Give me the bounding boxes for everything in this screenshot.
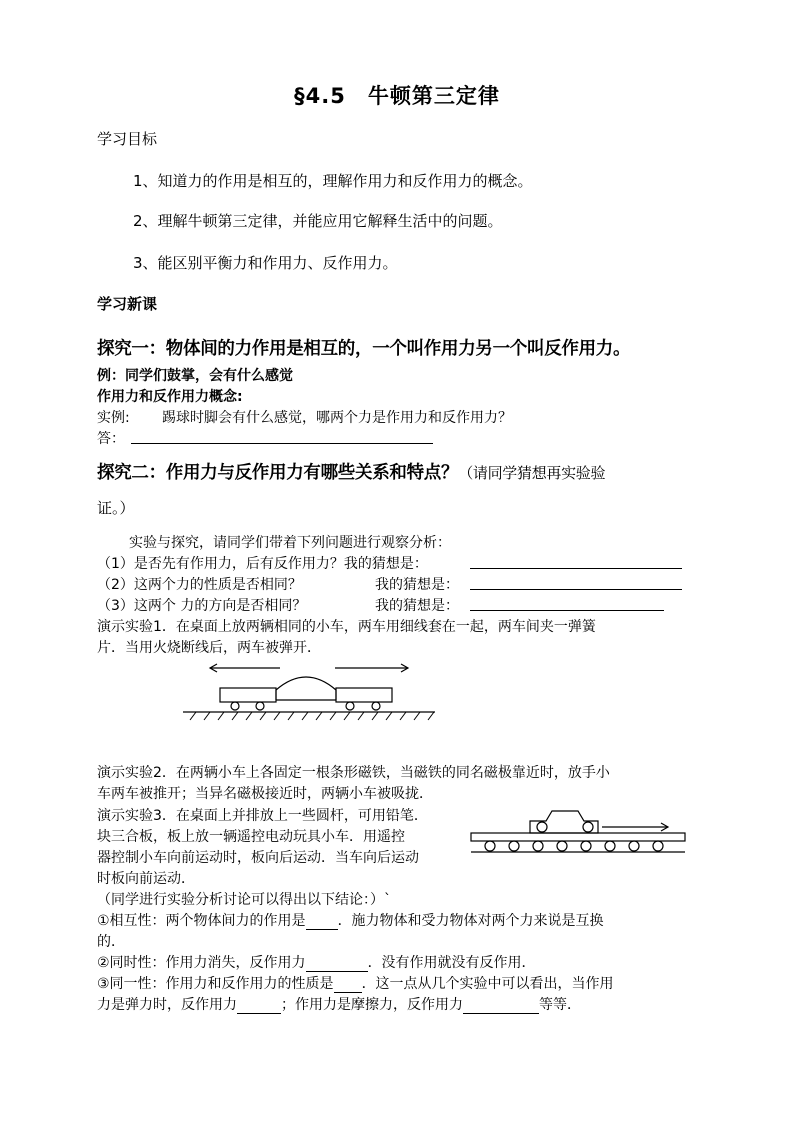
guess-blank-3[interactable] xyxy=(470,595,664,611)
demo3-line-2: 块三合板，板上放一辆遥控电动玩具小车．用遥控 xyxy=(97,829,405,845)
goal-item-3: 3、能区别平衡力和作用力、反作用力。 xyxy=(133,254,398,272)
explore1-example: 例：同学们鼓掌，会有什么感觉 xyxy=(97,368,293,384)
conclusion-3-d: ；作用力是摩擦力，反作用力 xyxy=(281,997,463,1013)
blank-friction[interactable] xyxy=(463,999,539,1014)
experiment-intro: 实验与探究，请同学们带着下列问题进行观察分析： xyxy=(129,535,451,551)
conclusion-1-b: ．施力物体和受力物体对两个力来说是互换 xyxy=(337,913,604,929)
question-2-guess: 我的猜想是： xyxy=(375,577,459,593)
goals-heading: 学习目标 xyxy=(97,130,158,148)
demo1-line-1: 演示实验1．在桌面上放两辆相同的小车，两车用细线套在一起，两车间夹一弹簧 xyxy=(97,619,596,635)
guess-blank-2[interactable] xyxy=(470,574,682,590)
conclusion-2-a: ②同时性：作用力消失，反作用力 xyxy=(97,955,306,971)
explore1-concept: 作用力和反作用力概念: xyxy=(97,389,243,405)
new-lesson-heading: 学习新课 xyxy=(97,295,158,313)
blank-simultaneous[interactable] xyxy=(306,957,368,972)
conclusion-2-b: ．没有作用就没有反作用． xyxy=(367,955,536,971)
answer-label: 答： xyxy=(97,431,125,447)
demo3-line-1: 演示实验3．在桌面上并排放上一些圆杆，可用铅笔． xyxy=(97,808,428,824)
conclusion-intro: （同学进行实验分析讨论可以得出以下结论：）` xyxy=(97,892,391,908)
conclusion-3-cont xyxy=(97,994,581,1014)
demo2-line-2: 车两车被推开；当异名磁极接近时，两辆小车被吸拢． xyxy=(97,786,433,802)
goal-item-2: 2、理解牛顿第三定律，并能应用它解释生活中的问题。 xyxy=(133,212,503,230)
explore2-heading-text: 探究二：作用力与反作用力有哪些关系和特点？ xyxy=(97,463,459,483)
blank-same-nature[interactable] xyxy=(334,978,362,993)
conclusion-1-a: ①相互性：两个物体间力的作用是 xyxy=(97,913,306,929)
demo1-line-2: 片．当用火烧断线后，两车被弹开． xyxy=(97,640,321,656)
conclusion-3-a: ③同一性：作用力和反作用力的性质是 xyxy=(97,976,334,992)
conclusion-3-c: 力是弹力时，反作用力 xyxy=(97,997,237,1013)
explore2-note: （请同学猜想再实验验 xyxy=(458,464,606,482)
conclusion-3-b: ．这一点从几个实验中可以看出，当作用 xyxy=(361,976,614,992)
explore2-heading xyxy=(97,459,605,484)
instance-label: 实例: xyxy=(97,410,130,426)
question-2: （2）这两个力的性质是否相同？ xyxy=(97,577,302,593)
conclusion-3 xyxy=(97,973,614,993)
conclusion-1-c: 的． xyxy=(97,934,125,950)
explore1-heading: 探究一：物体间的力作用是相互的，一个叫作用力另一个叫反作用力。 xyxy=(97,339,631,359)
page-title: §4.5 牛顿第三定律 xyxy=(294,84,500,108)
conclusion-2 xyxy=(97,952,536,972)
two-carts-figure xyxy=(180,660,440,730)
explore2-note-cont: 证。） xyxy=(97,499,135,517)
demo3-line-4: 时板向前运动． xyxy=(97,871,195,887)
conclusion-3-e: 等等． xyxy=(539,997,581,1013)
question-3-guess: 我的猜想是： xyxy=(375,598,459,614)
answer-blank[interactable] xyxy=(131,428,433,444)
goal-item-1: 1、知道力的作用是相互的，理解作用力和反作用力的概念。 xyxy=(133,172,533,190)
blank-elastic[interactable] xyxy=(237,999,281,1014)
guess-blank-1[interactable] xyxy=(470,553,682,569)
conclusion-1 xyxy=(97,910,604,930)
demo3-line-3: 器控制小车向前运动时，板向后运动．当车向后运动 xyxy=(97,850,419,866)
blank-mutual[interactable] xyxy=(306,915,338,930)
demo2-line-1: 演示实验2．在两辆小车上各固定一根条形磁铁，当磁铁的同名磁极靠近时，放手小 xyxy=(97,765,610,781)
instance-text: 踢球时脚会有什么感觉，哪两个力是作用力和反作用力？ xyxy=(162,410,512,426)
car-on-board-figure xyxy=(468,805,694,863)
question-1: （1）是否先有作用力，后有反作用力？我的猜想是： xyxy=(97,556,428,572)
question-3: （3）这两个 力的方向是否相同？ xyxy=(97,598,307,614)
